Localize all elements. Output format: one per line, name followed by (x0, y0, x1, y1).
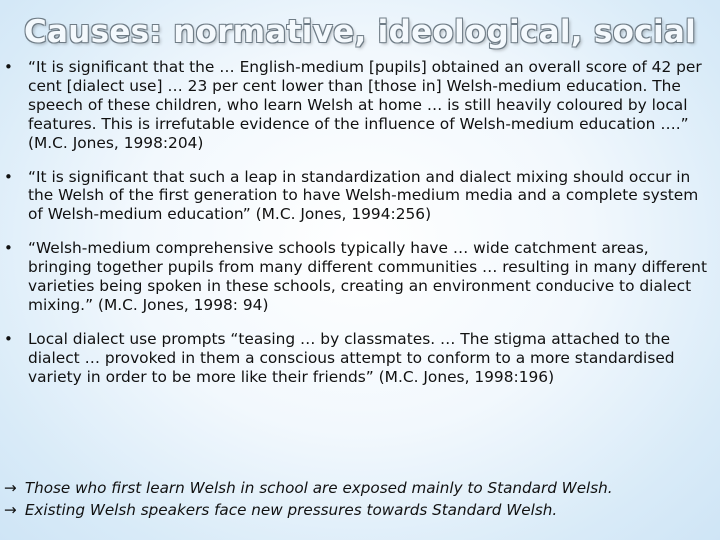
conclusion-item (4, 477, 716, 499)
slide-title: Causes: normative, ideological, social (23, 14, 697, 50)
bullet-icon: • (4, 329, 13, 348)
bullet-item (4, 168, 716, 225)
arrow-right-icon: → (4, 479, 17, 497)
conclusion-text: Existing Welsh speakers face new pressures towards Standard Welsh. (24, 501, 558, 519)
conclusion-text: Those who first learn Welsh in school are exposed mainly to Standard Welsh. (24, 479, 613, 497)
bullet-item (4, 58, 716, 153)
bullet-text: Local dialect use prompts “teasing … by classmates. … The stigma attached to the dialect … provoked in them a conscious attempt to conform to a more standardised variety in order to be more like their friends” (M.C. Jones, 1998:196) (28, 329, 675, 386)
bullet-item (4, 330, 716, 387)
bullet-text: “It is significant that such a leap in standardization and dialect mixing should occur in the Welsh of the first generation to have Welsh-medium media and a complete system of Welsh-medium education” (M.C. Jones, 1994:256) (28, 167, 699, 224)
bullet-item (4, 239, 716, 315)
bullet-icon: • (4, 167, 13, 186)
bullet-text: “It is significant that the … English-medium [pupils] obtained an overall score of 42 per cent [dialect use] … 23 per cent lower than [those in] Welsh-medium education. The speech of these children, who learn Welsh at home … is still heavily coloured by local features. This is irrefutable evidence of the influence of Welsh-medium education ….” (M.C. Jones, 1998:204) (28, 58, 702, 152)
conclusion-item (4, 499, 716, 521)
bullet-icon: • (4, 239, 13, 258)
arrow-right-icon: → (4, 501, 17, 519)
bullet-list (4, 58, 716, 402)
bullet-icon: • (4, 58, 13, 76)
bullet-text: “Welsh-medium comprehensive schools typically have … wide catchment areas, bringing together pupils from many different communities … resulting in many different varieties being spoken in these schools, creating an environment conducive to dialect mixing.” (M.C. Jones, 1998: 94) (28, 239, 707, 314)
conclusion-list (4, 477, 716, 521)
